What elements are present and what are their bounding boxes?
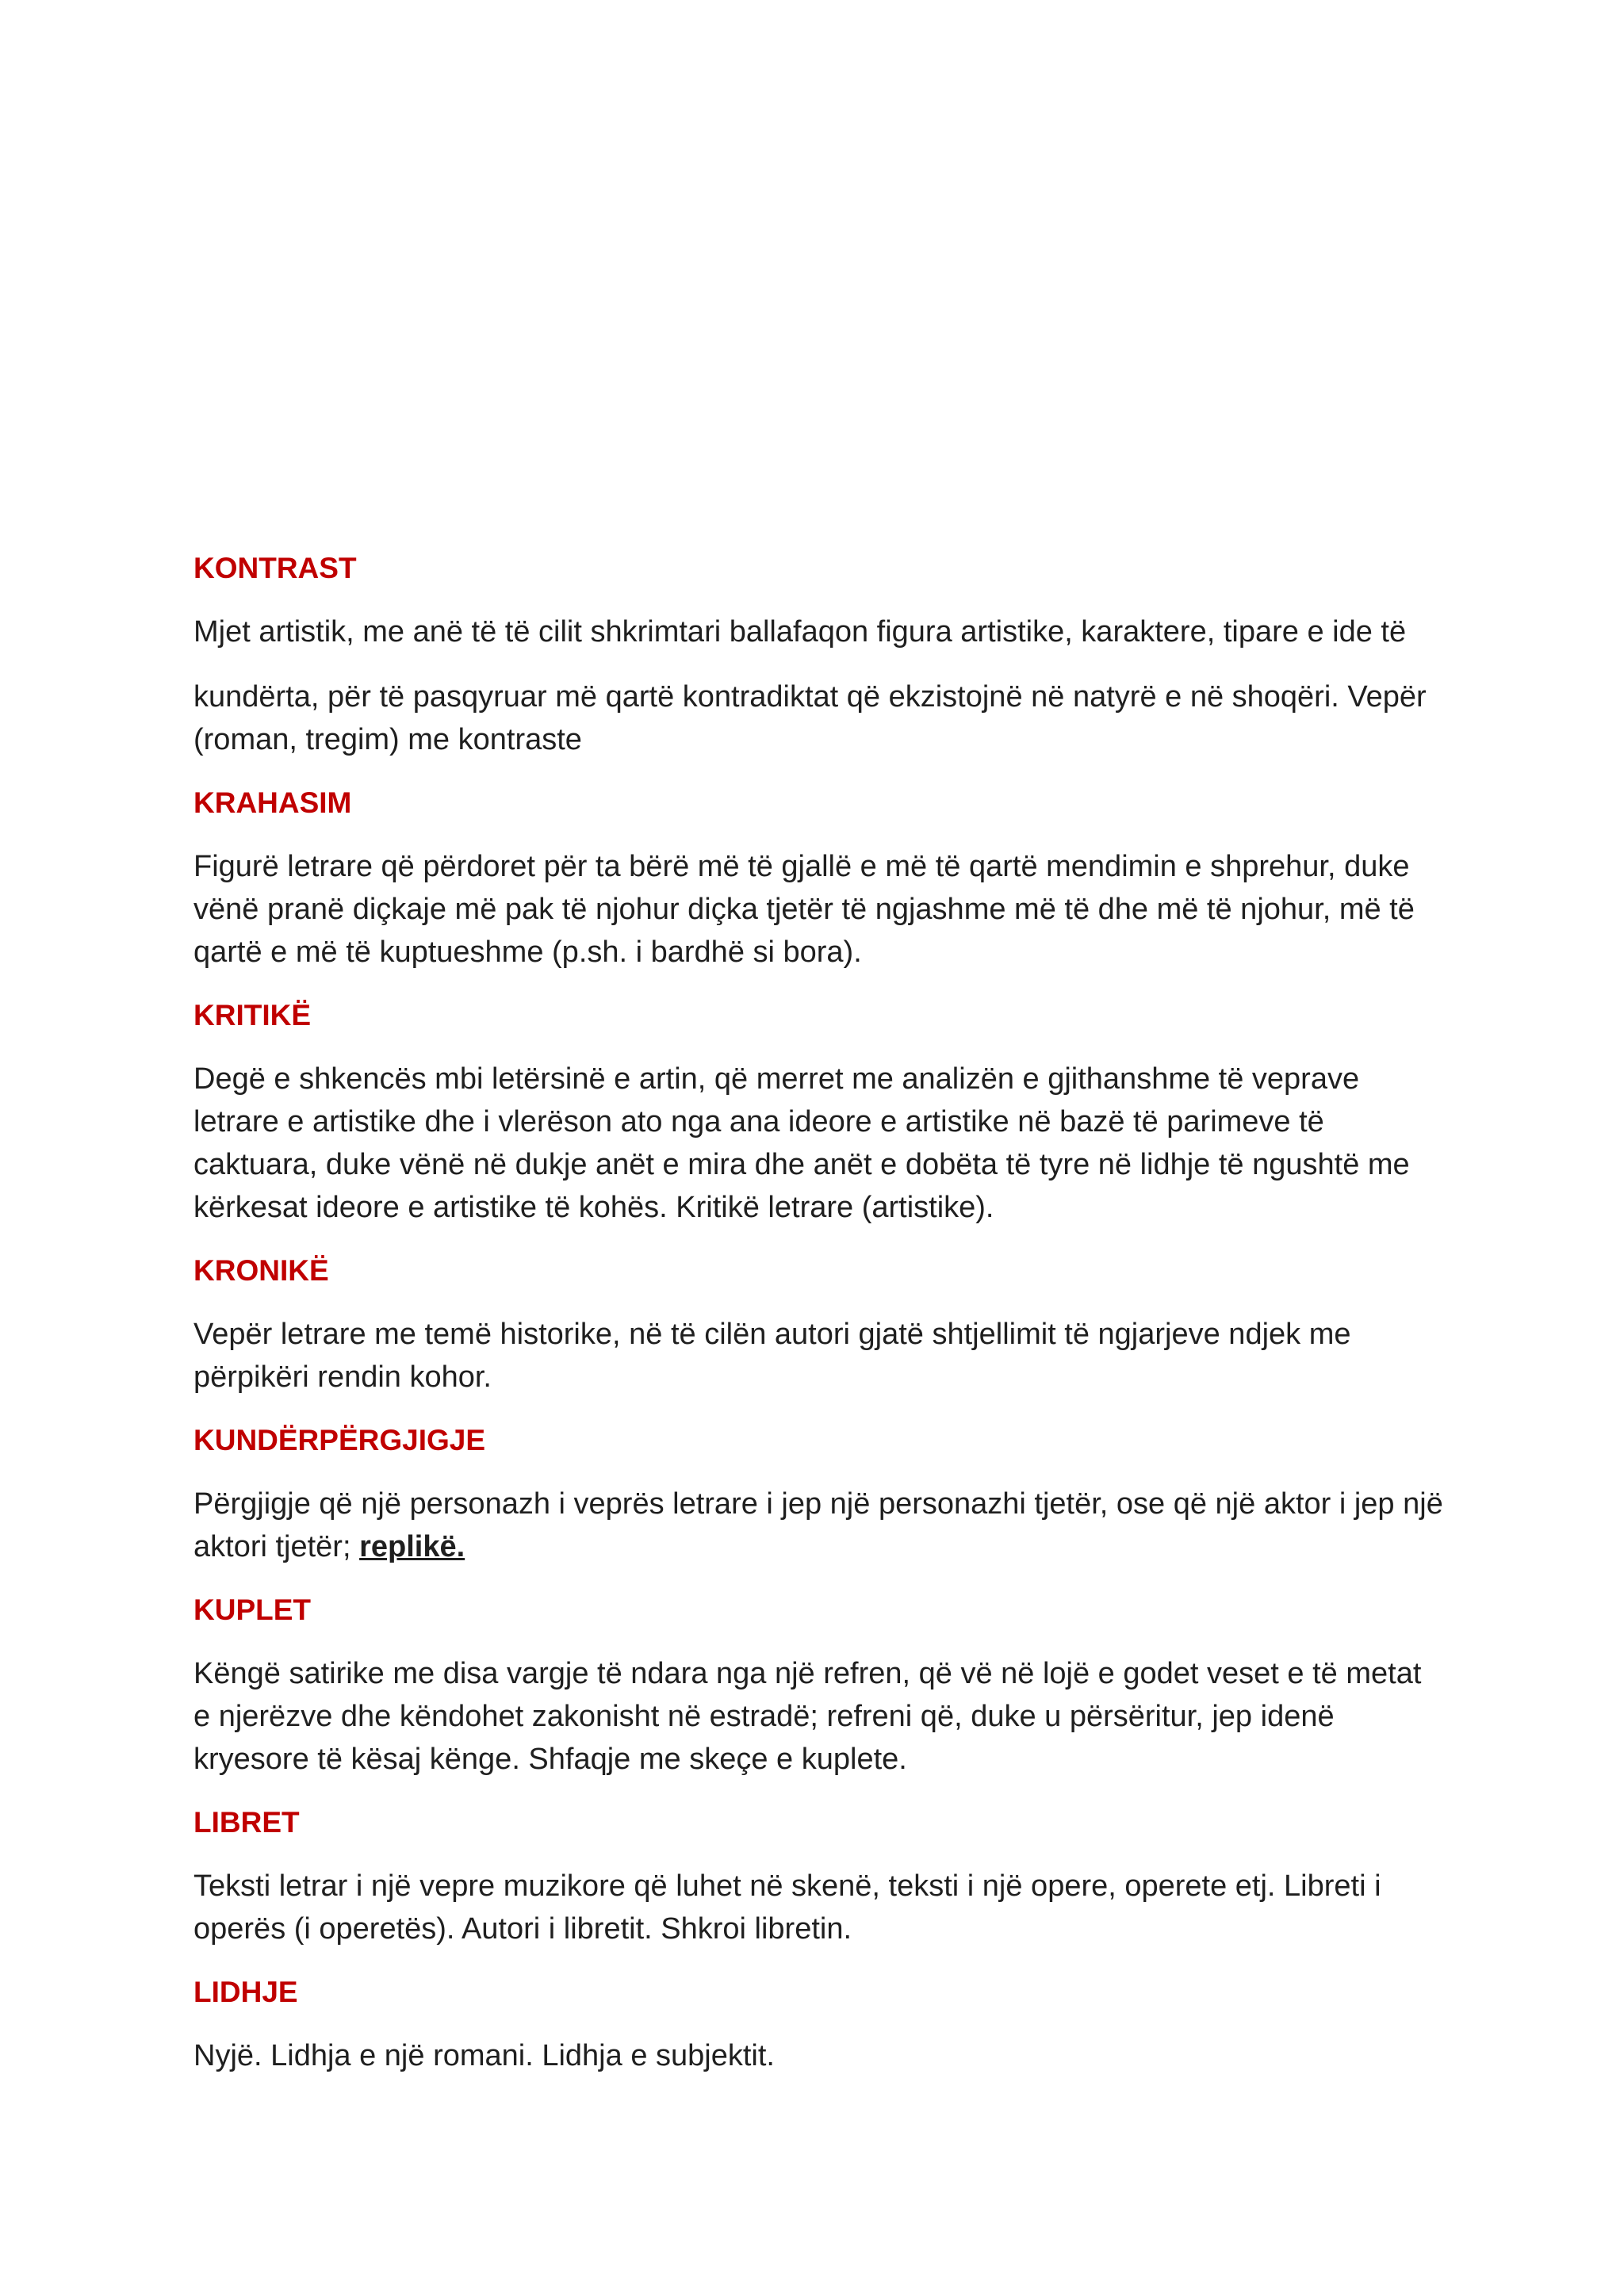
term-definition: Këngë satirike me disa vargje të ndara nga një refren, që vë në lojë e godet veset e të metat e njerëzve dhe këndohet zakonisht në estradë; refreni që, duke u përsëritur, jep idenë kryesore të kësaj kënge. Shfaqje me skeçe e kuplete. [193,1657,1422,1776]
term-definition: Nyjë. Lidhja e një romani. Lidhja e subjektit. [193,2039,775,2072]
term-heading: LIDHJE [193,1976,298,2008]
term-definition: Figurë letrare që përdoret për ta bërë më të gjallë e më të qartë mendimin e shprehur, duke vënë pranë diçkaje më pak të njohur diçka tjetër të ngjashme më të dhe më të njohur, më të qartë e më të kuptueshme (p.sh. i bardhë si bora). [193,850,1415,969]
term-definition [193,1483,1446,1568]
glossary-entry-lidhje [193,1971,1446,2077]
term-heading: KONTRAST [193,552,357,584]
glossary-entry-kritike [193,994,1446,1229]
glossary-entry-libret [193,1801,1446,1950]
glossary-entry-krahasim [193,782,1446,974]
term-definition: Degë e shkencës mbi letërsinë e artin, që merret me analizën e gjithanshme të veprave letrare e artistike dhe i vlerëson ato nga ana ideore e artistike në bazë të parimeve të caktuara, duke vënë në dukje anët e mira dhe anët e dobëta të tyre në lidhje të ngushtë me kërkesat ideore e artistike të kohës. Kritikë letrare (artistike). [193,1062,1410,1224]
term-heading: KRONIKË [193,1254,329,1287]
glossary [193,547,1446,2098]
term-definition: Teksti letrar i një vepre muzikore që luhet në skenë, teksti i një opere, operete etj. Libreti i operës (i operetës). Autori i libretit. Shkroi libretin. [193,1869,1381,1946]
definition-line: Mjet artistik, me anë të të cilit shkrimtari ballafaqon figura artistike, karaktere, tipare e ide të [193,615,1407,649]
term-heading: KUPLET [193,1594,311,1626]
definition-line: kundërta, për të pasqyruar më qartë kontradiktat që ekzistojnë në natyrë e në shoqëri. Vepër (roman, tregim) me kontraste [193,680,1427,756]
glossary-entry-kuplet [193,1589,1446,1781]
glossary-entry-kontrast [193,547,1446,761]
term-heading: KRAHASIM [193,786,352,819]
term-heading: KRITIKË [193,999,311,1031]
term-heading: LIBRET [193,1806,300,1839]
glossary-entry-kronike [193,1249,1446,1399]
line-spacer [193,653,1446,675]
glossary-entry-kunderpergjigje [193,1419,1446,1568]
term-heading: KUNDËRPËRGJIGJE [193,1424,486,1456]
term-definition: Vepër letrare me temë historike, në të cilën autori gjatë shtjellimit të ngjarjeve ndjek me përpikëri rendin kohor. [193,1318,1351,1394]
term-definition [193,610,1446,761]
definition-text: Përgjigje që një personazh i veprës letrare i jep një personazhi tjetër, ose që një aktor i jep një aktori tjetër; [193,1487,1443,1563]
cross-reference-link[interactable]: replikë. [359,1530,465,1563]
